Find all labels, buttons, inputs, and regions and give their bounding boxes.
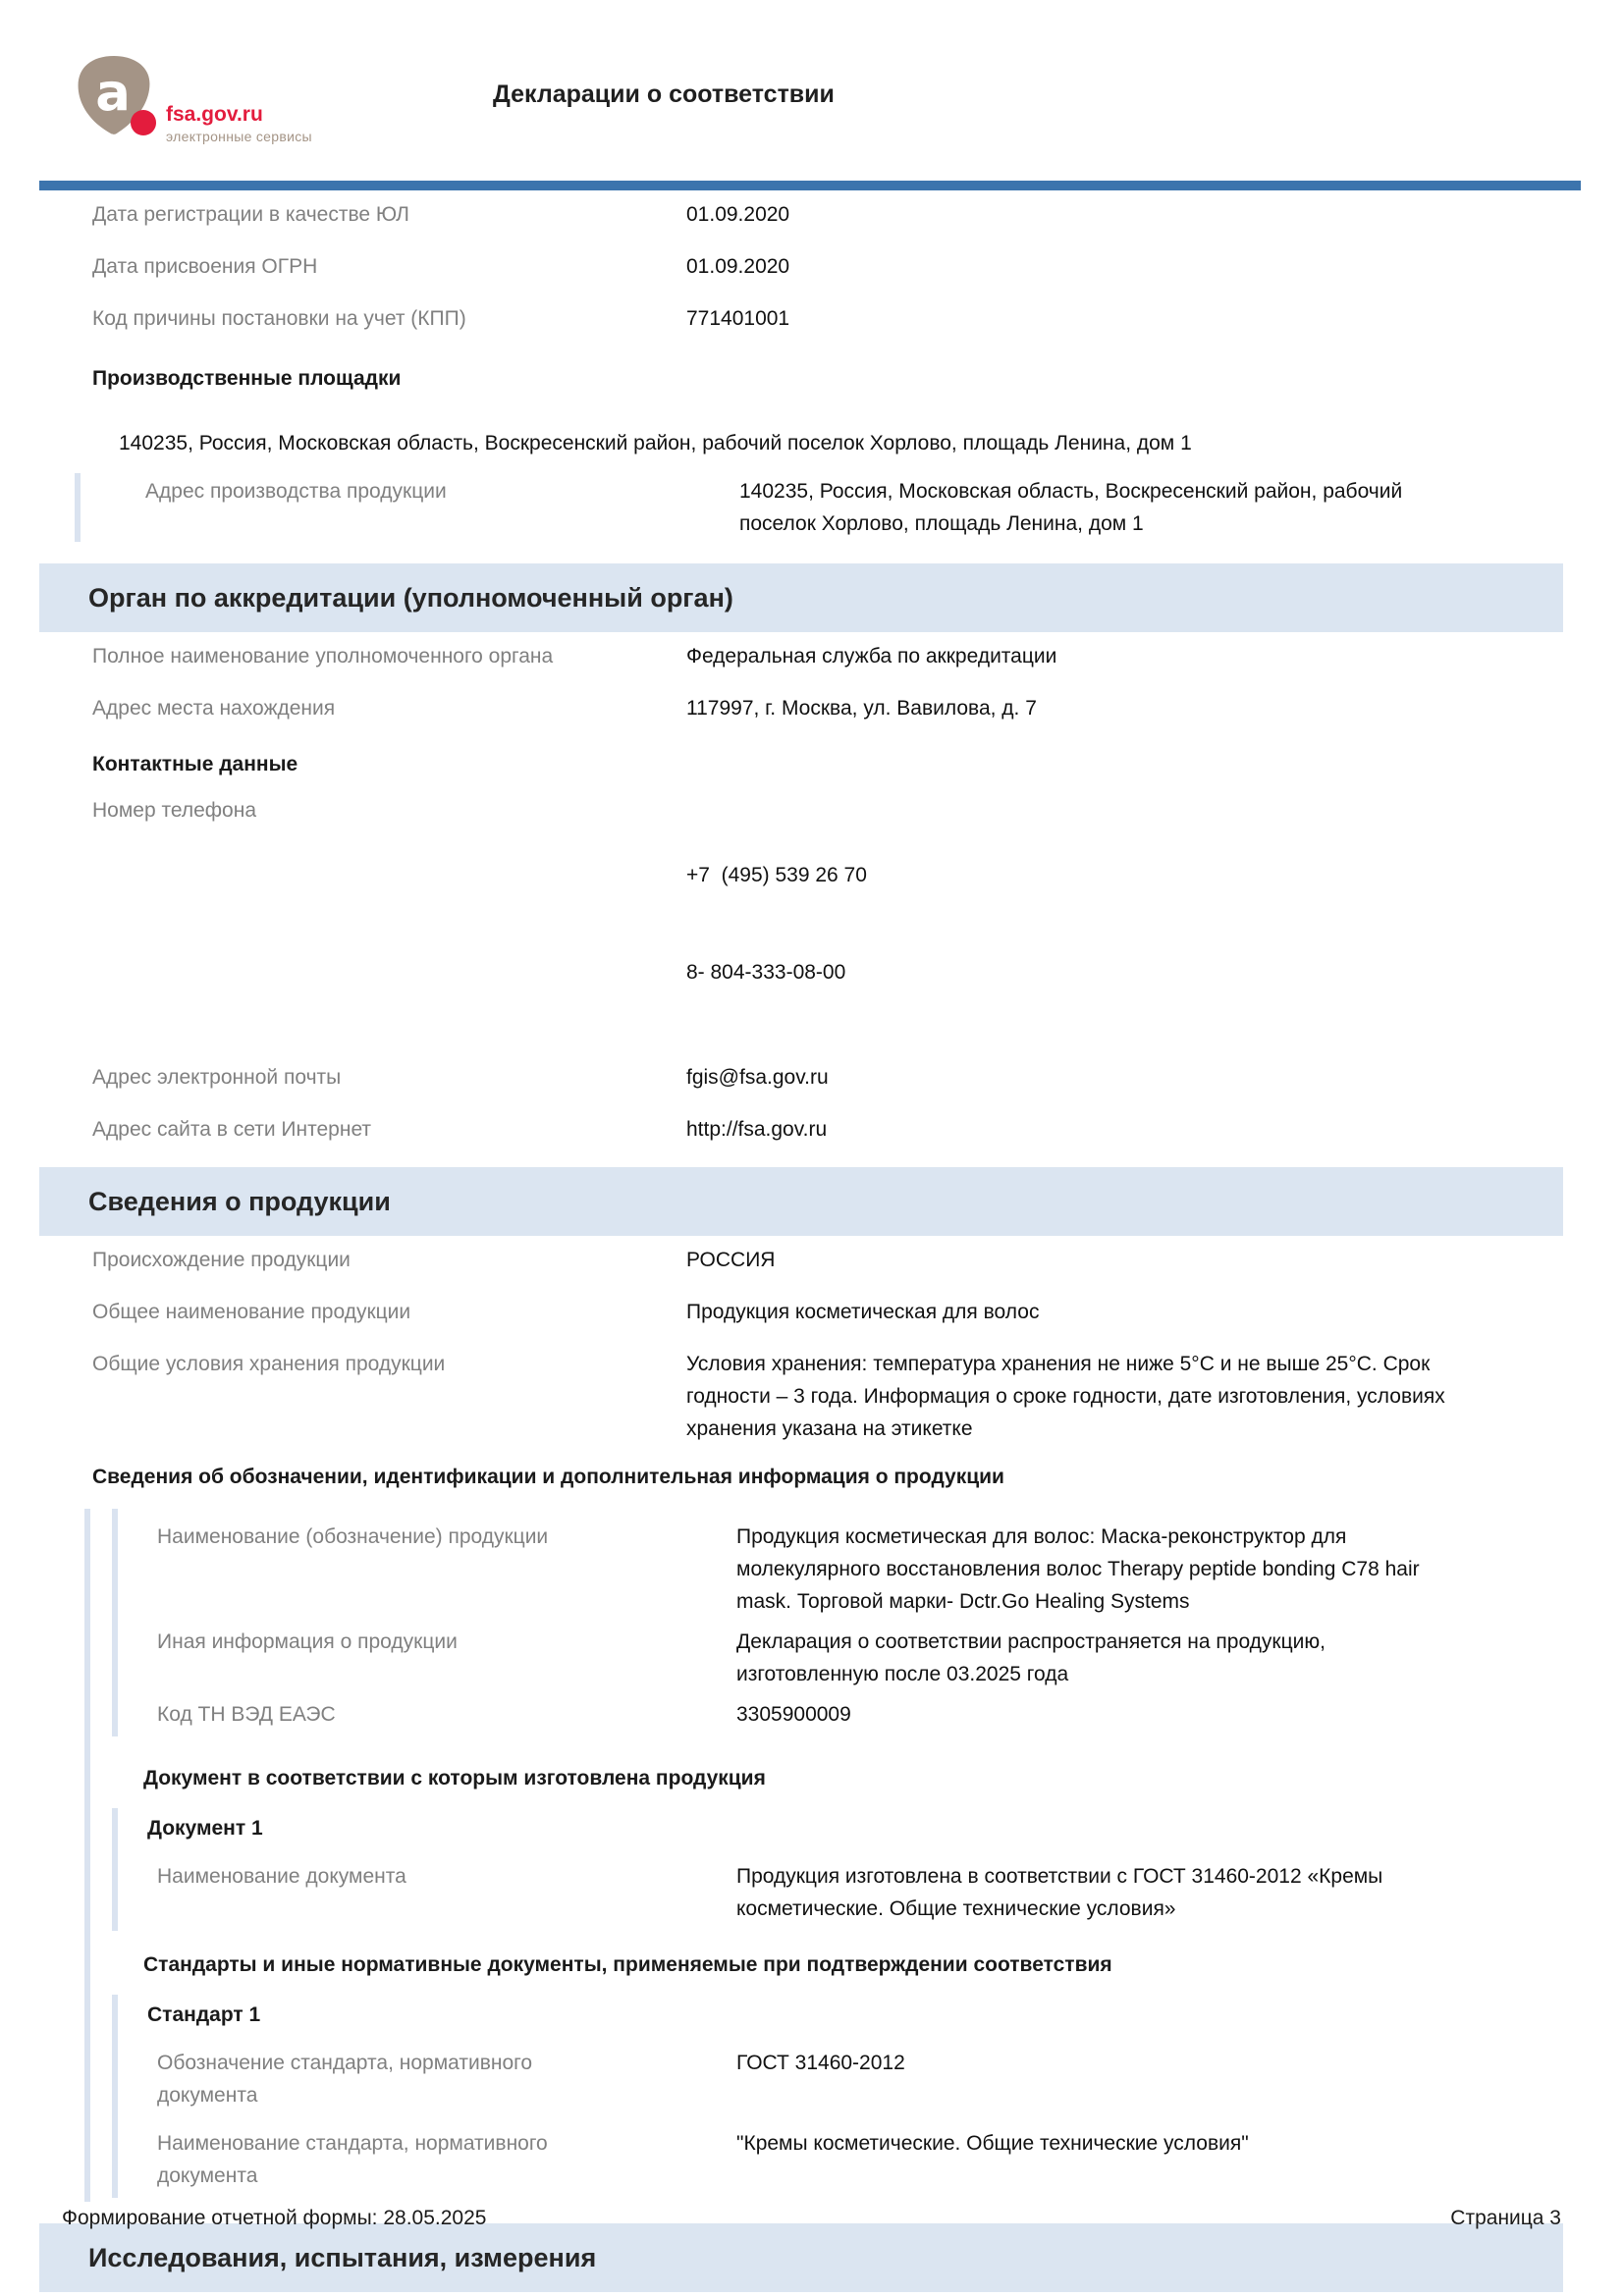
page-header — [74, 51, 1584, 144]
field-row-registration-date — [39, 198, 1584, 231]
field-value: Федеральная служба по аккредитации — [686, 645, 1057, 667]
field-row-origin — [39, 1244, 1584, 1276]
fsa-logo — [74, 51, 312, 144]
field-label: Наименование документа — [157, 1865, 406, 1888]
section-header-accreditation: Орган по аккредитации (уполномоченный орган) — [39, 563, 1563, 632]
field-label: Код ТН ВЭД ЕАЭС — [157, 1703, 336, 1726]
standard-title: Стандарт 1 — [147, 2003, 261, 2026]
production-address-block — [75, 473, 1584, 542]
accent-bar — [39, 181, 1581, 190]
phone-line-1: +7 (495) 539 26 70 — [686, 864, 867, 886]
field-label: Наименование стандарта, нормативного документа — [157, 2132, 548, 2187]
field-row-product-name — [118, 1521, 1584, 1618]
field-label: Адрес электронной почты — [92, 1066, 342, 1089]
field-value: Продукция косметическая для волос — [686, 1301, 1040, 1323]
section-header-product: Сведения о продукции — [39, 1167, 1563, 1236]
standards-heading: Стандарты и иные нормативные документы, применяемые при подтверждении соответствия — [143, 1953, 1112, 1976]
field-label: Дата присвоения ОГРН — [92, 255, 318, 278]
field-row-tnved-code — [118, 1698, 1584, 1731]
manufacturing-document-heading: Документ в соответствии с которым изготовлена продукция — [143, 1767, 766, 1789]
field-value: Условия хранения: температура хранения не ниже 5°С и не выше 25°С. Срок годности – 3 года. Информация о сроке годности, дате изготовления, условиях хранения указана на этикетке — [686, 1353, 1451, 1440]
phone-line-2: 8- 804-333-08-00 — [686, 961, 846, 984]
field-row-other-info — [118, 1626, 1584, 1690]
identification-block — [84, 1509, 1584, 2202]
field-label: Происхождение продукции — [92, 1249, 351, 1271]
footer-generated-date: Формирование отчетной формы: 28.05.2025 — [62, 2207, 487, 2229]
field-row-standard-designation — [118, 2047, 1584, 2111]
logo-brand-text: fsa.gov.ru — [166, 103, 263, 126]
product-naming-block — [112, 1509, 1584, 1736]
field-row-document-name — [118, 1860, 1584, 1925]
field-row-storage-conditions — [39, 1348, 1584, 1445]
field-value — [686, 794, 867, 1053]
field-label: Дата регистрации в качестве ЮЛ — [92, 203, 409, 226]
footer-page-number: Страница 3 — [1450, 2207, 1561, 2229]
field-row-kpp — [39, 302, 1584, 335]
field-label: Общее наименование продукции — [92, 1301, 411, 1323]
field-label: Иная информация о продукции — [157, 1630, 458, 1653]
field-label: Адрес производства продукции — [145, 480, 447, 503]
logo-dot-icon — [131, 110, 156, 135]
field-row-authority-name — [39, 640, 1584, 672]
field-label: Полное наименование уполномоченного органа — [92, 645, 554, 667]
field-row-standard-name — [118, 2127, 1584, 2192]
field-value: 117997, г. Москва, ул. Вавилова, д. 7 — [686, 697, 1037, 720]
field-value: РОССИЯ — [686, 1249, 776, 1271]
field-value: 01.09.2020 — [686, 255, 790, 278]
document-block — [112, 1808, 1584, 1931]
field-label: Обозначение стандарта, нормативного документа — [157, 2052, 533, 2107]
logo-tagline: электронные сервисы — [166, 129, 312, 144]
field-value: fgis@fsa.gov.ru — [686, 1066, 829, 1089]
field-value: ГОСТ 31460-2012 — [736, 2052, 905, 2074]
field-value: Продукция изготовлена в соответствии с ГОСТ 31460-2012 «Кремы косметические. Общие технические условия» — [736, 1865, 1389, 1920]
field-label: Адрес места нахождения — [92, 697, 336, 720]
field-label: Общие условия хранения продукции — [92, 1353, 446, 1375]
field-row-email — [39, 1061, 1584, 1094]
field-label: Адрес сайта в сети Интернет — [92, 1118, 372, 1141]
field-value: 01.09.2020 — [686, 203, 790, 226]
field-value: http://fsa.gov.ru — [686, 1118, 828, 1141]
contacts-heading: Контактные данные — [92, 753, 298, 775]
field-label: Номер телефона — [92, 799, 257, 822]
field-value: "Кремы косметические. Общие технические условия" — [736, 2132, 1249, 2155]
svg-text:а: а — [95, 63, 131, 124]
field-label: Код причины постановки на учет (КПП) — [92, 307, 466, 330]
field-row-authority-address — [39, 692, 1584, 724]
content — [39, 198, 1584, 2296]
field-row-production-address — [145, 475, 1584, 540]
standard-block — [112, 1995, 1584, 2198]
page-footer — [62, 2207, 1561, 2230]
production-sites-heading: Производственные площадки — [92, 367, 402, 390]
field-value: Декларация о соответствии распространяется на продукцию, изготовленную после 03.2025 года — [736, 1630, 1331, 1685]
identification-heading: Сведения об обозначении, идентификации и дополнительная информация о продукции — [92, 1466, 1004, 1488]
field-value: Продукция косметическая для волос: Маска-реконструктор для молекулярного восстановления волос Therapy peptide bonding C78 hair mask. Торговой марки- Dctr.Go Healing Systems — [736, 1525, 1426, 1613]
field-row-website — [39, 1113, 1584, 1146]
field-value: 3305900009 — [736, 1703, 851, 1726]
document-title: Документ 1 — [147, 1817, 263, 1840]
field-row-ogrn-date — [39, 250, 1584, 283]
field-value: 140235, Россия, Московская область, Воскресенский район, рабочий поселок Хорлово, площадь Ленина, дом 1 — [739, 480, 1409, 535]
page-title: Декларации о соответствии — [493, 80, 835, 108]
production-site-address-line: 140235, Россия, Московская область, Воскресенский район, рабочий поселок Хорлово, площадь Ленина, дом 1 — [119, 432, 1192, 454]
field-row-phone — [39, 794, 1584, 1053]
field-value: 771401001 — [686, 307, 790, 330]
field-row-common-name — [39, 1296, 1584, 1328]
section-header-research: Исследования, испытания, измерения — [39, 2223, 1563, 2292]
field-label: Наименование (обозначение) продукции — [157, 1525, 549, 1548]
